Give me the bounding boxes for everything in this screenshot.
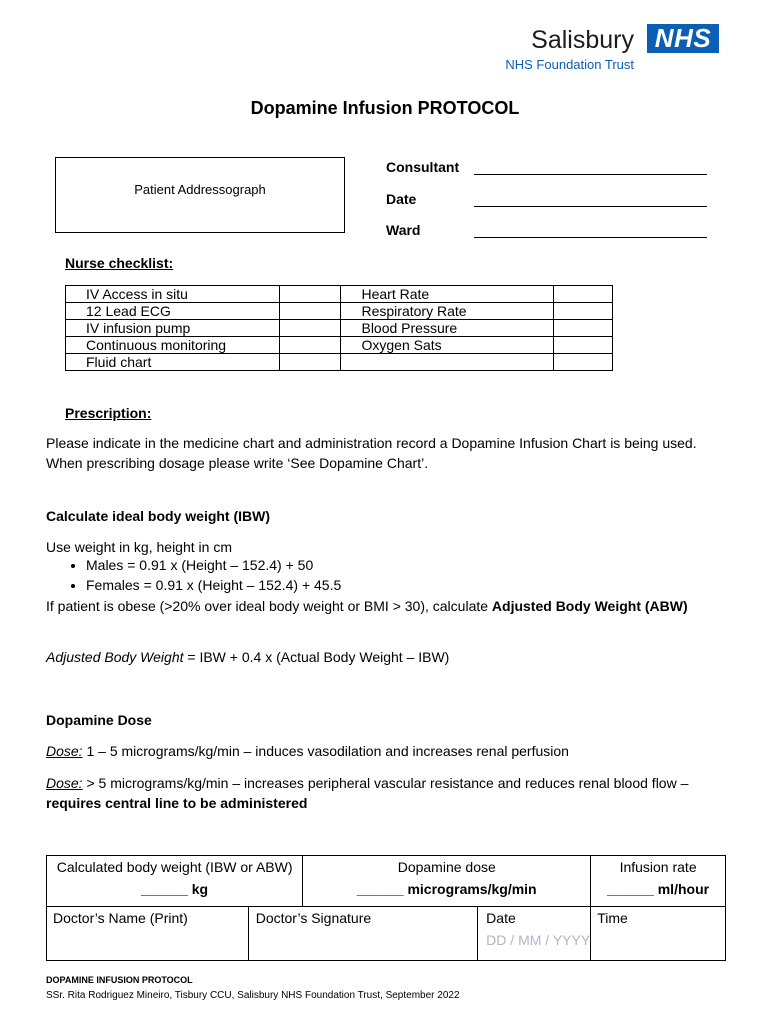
infusion-rate-value: ______ ml/hour [607, 881, 710, 897]
calc-weight-value: ______ kg [141, 881, 209, 897]
checklist-checkbox[interactable] [279, 286, 341, 303]
infusion-rate-cell[interactable] [591, 856, 726, 907]
dose-label: Dose: [46, 775, 83, 791]
doctor-signature-cell[interactable] [248, 907, 477, 961]
addressograph-label: Patient Addressograph [134, 182, 266, 197]
ibw-formula-list [46, 555, 341, 595]
checklist-item: Heart Rate [341, 286, 554, 303]
checklist-item: Continuous monitoring [66, 337, 280, 354]
central-line-warning: requires central line to be administered [46, 795, 308, 811]
checklist-checkbox[interactable] [554, 303, 613, 320]
prescription-record-table [46, 855, 726, 961]
abw-term: Adjusted Body Weight (ABW) [491, 598, 688, 614]
abw-formula-label: Adjusted Body Weight [46, 649, 184, 665]
calc-weight-cell[interactable] [47, 856, 303, 907]
checklist-item: IV Access in situ [66, 286, 280, 303]
dopamine-dose-heading: Dopamine Dose [46, 712, 152, 728]
time-cell[interactable] [591, 907, 726, 961]
doctor-name-label: Doctor’s Name (Print) [53, 910, 188, 926]
calc-weight-header: Calculated body weight (IBW or ABW) [56, 859, 293, 875]
doctor-signature-label: Doctor’s Signature [255, 910, 372, 926]
nurse-checklist-heading: Nurse checklist: [65, 255, 174, 271]
date-yyyy: YYYY [552, 932, 591, 948]
patient-addressograph-box[interactable] [55, 157, 345, 233]
dose-line-1 [46, 741, 736, 761]
dopamine-dose-cell[interactable] [303, 856, 591, 907]
obese-text: If patient is obese (>20% over ideal body weight or BMI > 30), calculate [46, 598, 492, 614]
checklist-checkbox[interactable] [279, 354, 341, 371]
checklist-item: Fluid chart [66, 354, 280, 371]
checklist-row [66, 286, 613, 303]
checklist-item [341, 354, 554, 371]
abw-formula-text: = IBW + 0.4 x (Actual Body Weight – IBW) [183, 649, 450, 665]
checklist-item: Blood Pressure [341, 320, 554, 337]
date-separator: / [545, 932, 550, 948]
ibw-intro: Use weight in kg, height in cm [46, 539, 232, 555]
date-label: Date [386, 191, 417, 207]
doctor-name-cell[interactable] [47, 907, 249, 961]
checklist-checkbox[interactable] [554, 286, 613, 303]
dopamine-dose-value: ______ micrograms/kg/min [356, 881, 537, 897]
ibw-heading: Calculate ideal body weight (IBW) [46, 508, 271, 524]
signoff-row [47, 907, 726, 961]
checklist-checkbox[interactable] [279, 320, 341, 337]
checklist-checkbox[interactable] [554, 320, 613, 337]
obese-instruction [46, 596, 736, 616]
trust-name: Salisbury [531, 26, 634, 54]
prescription-text: Please indicate in the medicine chart and administration record a Dopamine Infusion Chart is being used. When prescribing dosage please write ‘See Dopamine Chart’. [46, 435, 697, 471]
date-cell-label: Date [486, 910, 516, 926]
footer-credit: SSr. Rita Rodriguez Mineiro, Tisbury CCU, Salisbury NHS Foundation Trust, September 2022 [46, 990, 460, 1001]
trust-subtitle: NHS Foundation Trust [505, 57, 634, 72]
checklist-item: IV infusion pump [66, 320, 280, 337]
consultant-label: Consultant [386, 159, 460, 175]
dose-row [47, 856, 726, 907]
checklist-checkbox[interactable] [554, 337, 613, 354]
page-title: Dopamine Infusion PROTOCOL [250, 98, 520, 118]
males-formula: • Males = 0.91 x (Height – 152.4) + 50 [86, 555, 341, 575]
dose-text: 1 – 5 micrograms/kg/min – induces vasodilation and increases renal perfusion [82, 743, 569, 759]
checklist-item: Oxygen Sats [341, 337, 554, 354]
infusion-rate-header: Infusion rate [619, 859, 697, 875]
nhs-logo: NHS [647, 24, 719, 53]
dose-label: Dose: [46, 743, 83, 759]
date-separator: / [510, 932, 515, 948]
footer-title: DOPAMINE INFUSION PROTOCOL [46, 975, 193, 985]
checklist-checkbox[interactable] [279, 303, 341, 320]
dose-line-2 [46, 773, 736, 813]
consultant-field[interactable] [474, 160, 707, 175]
date-dd: DD [486, 932, 507, 948]
checklist-row [66, 354, 613, 371]
dose-text: > 5 micrograms/kg/min – increases peripheral vascular resistance and reduces renal blood flow – [82, 775, 689, 791]
checklist-row [66, 320, 613, 337]
checklist-row [66, 303, 613, 320]
abw-formula [46, 647, 736, 667]
nurse-checklist-table [65, 285, 613, 371]
ward-field[interactable] [474, 223, 707, 238]
date-mm: MM [518, 932, 542, 948]
time-label: Time [597, 910, 628, 926]
checklist-checkbox[interactable] [554, 354, 613, 371]
date-field[interactable] [474, 192, 707, 207]
date-cell[interactable] [478, 907, 591, 961]
checklist-item: 12 Lead ECG [66, 303, 280, 320]
prescription-heading: Prescription: [65, 405, 152, 421]
ward-label: Ward [386, 222, 421, 238]
date-placeholder [486, 932, 590, 948]
females-formula: • Females = 0.91 x (Height – 152.4) + 45.5 [86, 575, 341, 595]
checklist-row [66, 337, 613, 354]
dopamine-dose-header: Dopamine dose [397, 859, 496, 875]
checklist-item: Respiratory Rate [341, 303, 554, 320]
checklist-checkbox[interactable] [279, 337, 341, 354]
